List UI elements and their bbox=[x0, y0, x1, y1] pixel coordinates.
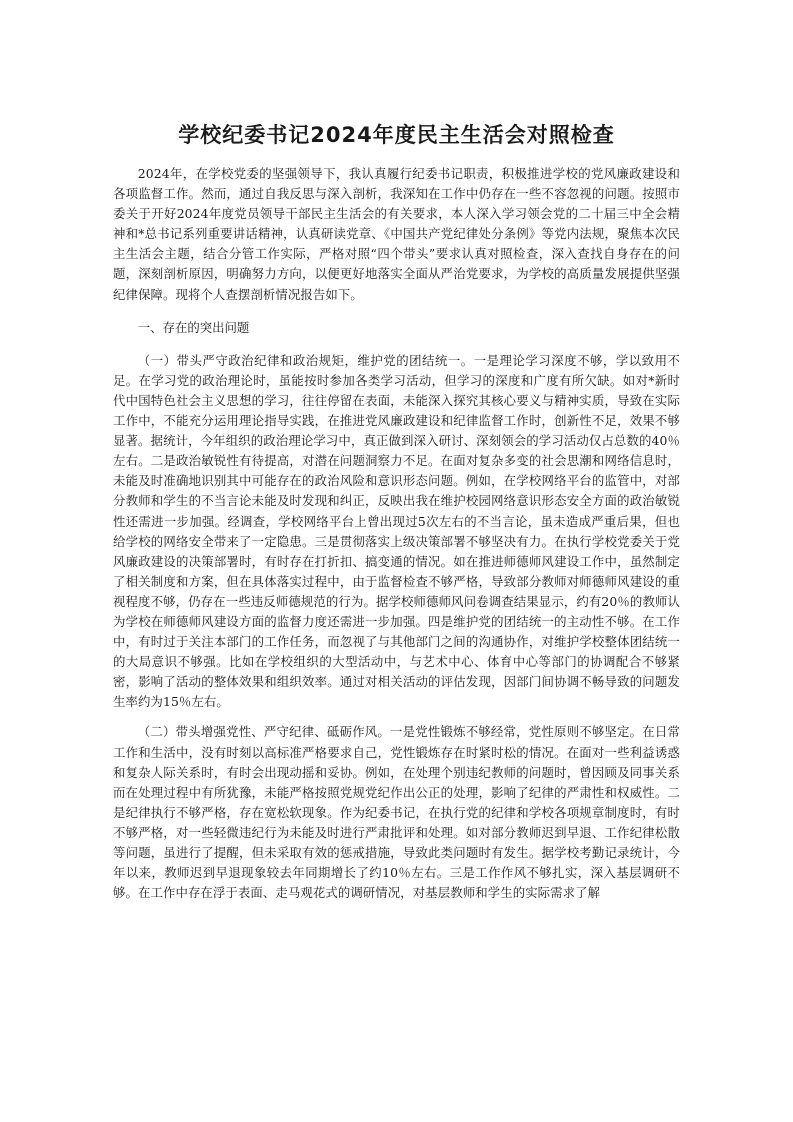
body-paragraph: （一）带头严守政治纪律和政治规矩，维护党的团结统一。一是理论学习深度不够，学以致用不足。在学习党的政治理论时，虽能按时参加各类学习活动，但学习的深度和广度有所欠缺。如对*新时代中国特色社会主义思想的学习，往往停留在表面，未能深入探究其核心要义与精神实质，导致在实际工作中，不能充分运用理论指导实践，在推进党风廉政建设和纪律监督工作时，创新性不足，效果不够显著。据统计，今年组织的政治理论学习中，真正做到深入研讨、深刻领会的学习活动仅占总数的40％左右。二是政治敏锐性有待提高，对潜在问题洞察力不足。在面对复杂多变的社会思潮和网络信息时，未能及时准确地识别其中可能存在的政治风险和意识形态问题。例如，在学校网络平台的监管中，对部分教师和学生的不当言论未能及时发现和纠正，反映出我在维护校园网络意识形态安全方面的政治敏锐性还需进一步加强。经调查，学校网络平台上曾出现过5次左右的不当言论，虽未造成严重后果，但也给学校的网络安全带来了一定隐患。三是贯彻落实上级决策部署不够坚决有力。在执行学校党委关于党风廉政建设的决策部署时，有时存在打折扣、搞变通的情况。如在推进师德师风建设工作中，虽然制定了相关制度和方案，但在具体落实过程中，由于监督检查不够严格，导致部分教师对师德师风建设的重视程度不够，仍存在一些违反师德规范的行为。据学校师德师风问卷调查结果显示，约有20％的教师认为学校在师德师风建设方面的监督力度还需进一步加强。四是维护党的团结统一的主动性不够。在工作中，有时过于关注本部门的工作任务，而忽视了与其他部门之间的沟通协作，对维护学校整体团结统一的大局意识不够强。比如在学校组织的大型活动中，与艺术中心、体育中心等部门的协调配合不够紧密，影响了活动的整体效果和组织效率。通过对相关活动的评估发现，因部门间协调不畅导致的问题发生率约为15％左右。 bbox=[113, 352, 680, 710]
document-title: 学校纪委书记2024年度民主生活会对照检查 bbox=[178, 123, 615, 147]
section-heading: 一、存在的突出问题 bbox=[137, 319, 250, 335]
intro-paragraph: 2024年，在学校党委的坚强领导下，我认真履行纪委书记职责，积极推进学校的党风廉政建设和各项监督工作。然而，通过自我反思与深入剖析，我深知在工作中仍存在一些不容忽视的问题。按照市委关于开好2024年度党员领导干部民主生活会的有关要求，本人深入学习领会党的二十届三中全会精神和*总书记系列重要讲话精神，认真研读党章、《中国共产党纪律处分条例》等党内法规，聚焦本次民主生活会主题，结合分管工作实际，严格对照“四个带头”要求认真对照检查，深入查找自身存在的问题，深刻剖析原因，明确努力方向，以便更好地落实全面从严治党要求，为学校的高质量发展提供坚强纪律保障。现将个人查摆剖析情况报告如下。 bbox=[113, 166, 680, 302]
body-paragraph: （二）带头增强党性、严守纪律、砥砺作风。一是党性锻炼不够经常，党性原则不够坚定。在日常工作和生活中，没有时刻以高标准严格要求自己，党性锻炼存在时紧时松的情况。在面对一些利益诱惑和复杂人际关系时，有时会出现动摇和妥协。例如，在处理个别违纪教师的问题时，曾因顾及同事关系而在处理过程中有所犹豫，未能严格按照党规党纪作出公正的处理，影响了纪律的严肃性和权威性。二是纪律执行不够严格，存在宽松软现象。作为纪委书记，在执行党的纪律和学校各项规章制度时，有时不够严格，对一些轻微违纪行为未能及时进行严肃批评和处理。如对部分教师迟到早退、工作纪律松散等问题，虽进行了提醒，但未采取有效的惩戒措施，导致此类问题时有发生。据学校考勤记录统计，今年以来，教师迟到早退现象较去年同期增长了约10％左右。三是工作作风不够扎实，深入基层调研不够。在工作中存在浮于表面、走马观花式的调研情况，对基层教师和学生的实际需求了解 bbox=[113, 724, 680, 901]
